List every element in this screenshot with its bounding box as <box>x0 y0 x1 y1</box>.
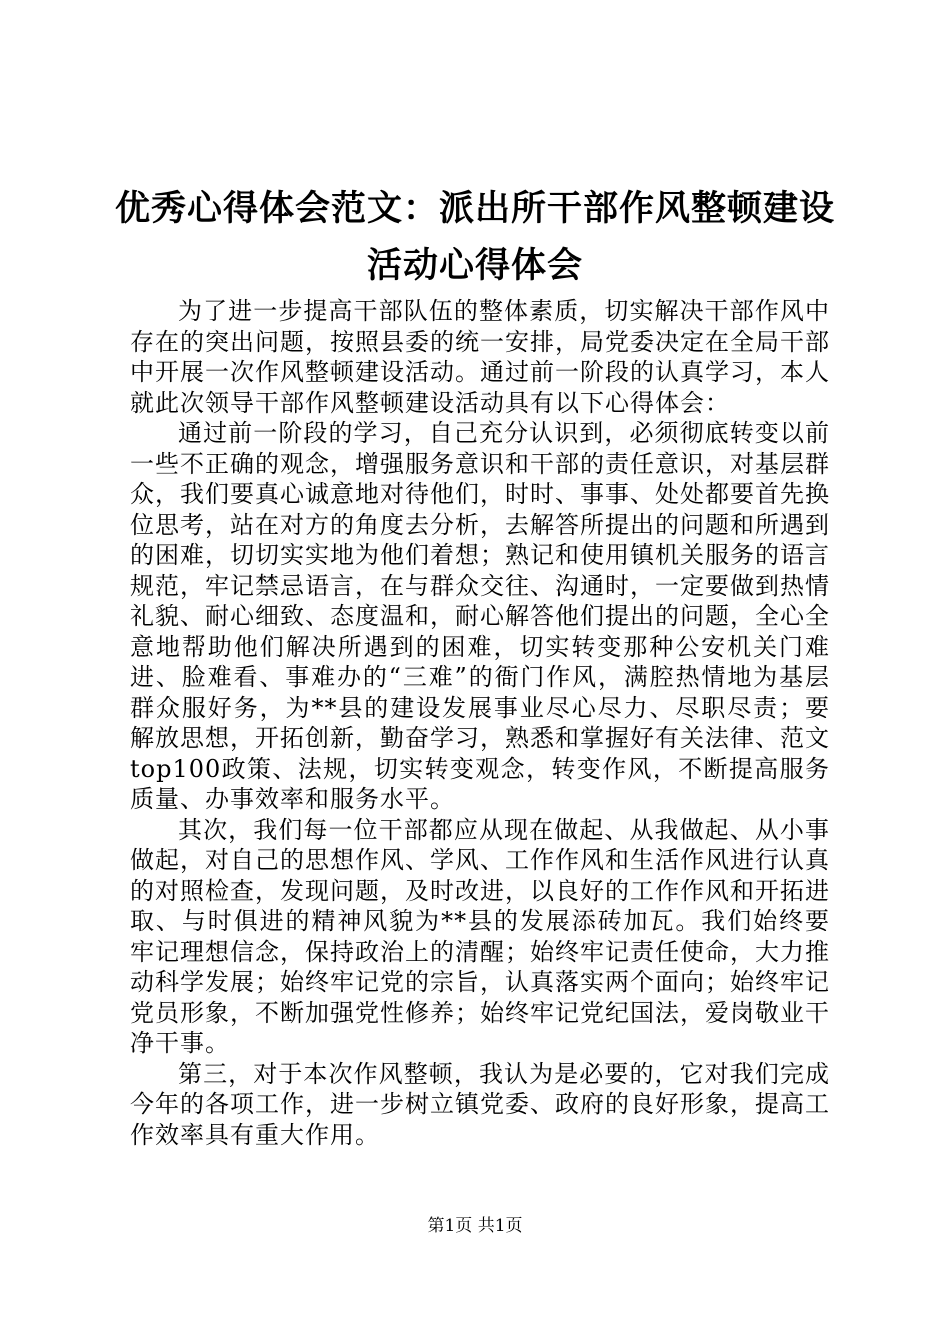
paragraph-intro: 为了进一步提高干部队伍的整体素质，切实解决干部作风中存在的突出问题，按照县委的统一安排，局党委决定在全局干部中开展一次作风整顿建设活动。通过前一阶段的认真学习，本人就此次领导干部作风整顿建设活动具有以下心得体会： <box>130 297 830 417</box>
page-footer <box>0 1215 950 1237</box>
document-body <box>130 296 830 1150</box>
paragraph-second: 其次，我们每一位干部都应从现在做起、从我做起、从小事做起，对自己的思想作风、学风、工作作风和生活作风进行认真的对照检查，发现问题，及时改进，以良好的工作作风和开拓进取、与时俱进的精神风貌为**县的发展添砖加瓦。我们始终要牢记理想信念，保持政治上的清醒；始终牢记责任使命，大力推动科学发展；始终牢记党的宗旨，认真落实两个面向；始终牢记党员形象，不断加强党性修养；始终牢记党纪国法，爱岗敬业干净干事。 <box>130 815 830 1057</box>
page-number-label: 第1页 共1页 <box>427 1216 523 1236</box>
document-title <box>110 180 840 294</box>
paragraph-first: 通过前一阶段的学习，自己充分认识到，必须彻底转变以前一些不正确的观念，增强服务意识和干部的责任意识，对基层群众，我们要真心诚意地对待他们，时时、事事、处处都要首先换位思考，站在对方的角度去分析，去解答所提出的问题和所遇到的困难，切切实实地为他们着想；熟记和使用镇机关服务的语言规范，牢记禁忌语言，在与群众交往、沟通时，一定要做到热情礼貌、耐心细致、态度温和，耐心解答他们提出的问题，全心全意地帮助他们解决所遇到的困难，切实转变那种公安机关门难进、脸难看、事难办的“三难”的衙门作风，满腔热情地为基层群众服好务，为**县的建设发展事业尽心尽力、尽职尽责；要解放思想，开拓创新，勤奋学习，熟悉和掌握好有关法律、范文top100政策、法规，切实转变观念，转变作风，不断提高服务质量、办事效率和服务水平。 <box>130 419 830 813</box>
title-line-2: 活动心得体会 <box>366 245 583 286</box>
title-line-1: 优秀心得体会范文：派出所干部作风整顿建设 <box>114 188 835 229</box>
paragraph-third: 第三，对于本次作风整顿，我认为是必要的，它对我们完成今年的各项工作，进一步树立镇党委、政府的良好形象，提高工作效率具有重大作用。 <box>130 1059 830 1149</box>
